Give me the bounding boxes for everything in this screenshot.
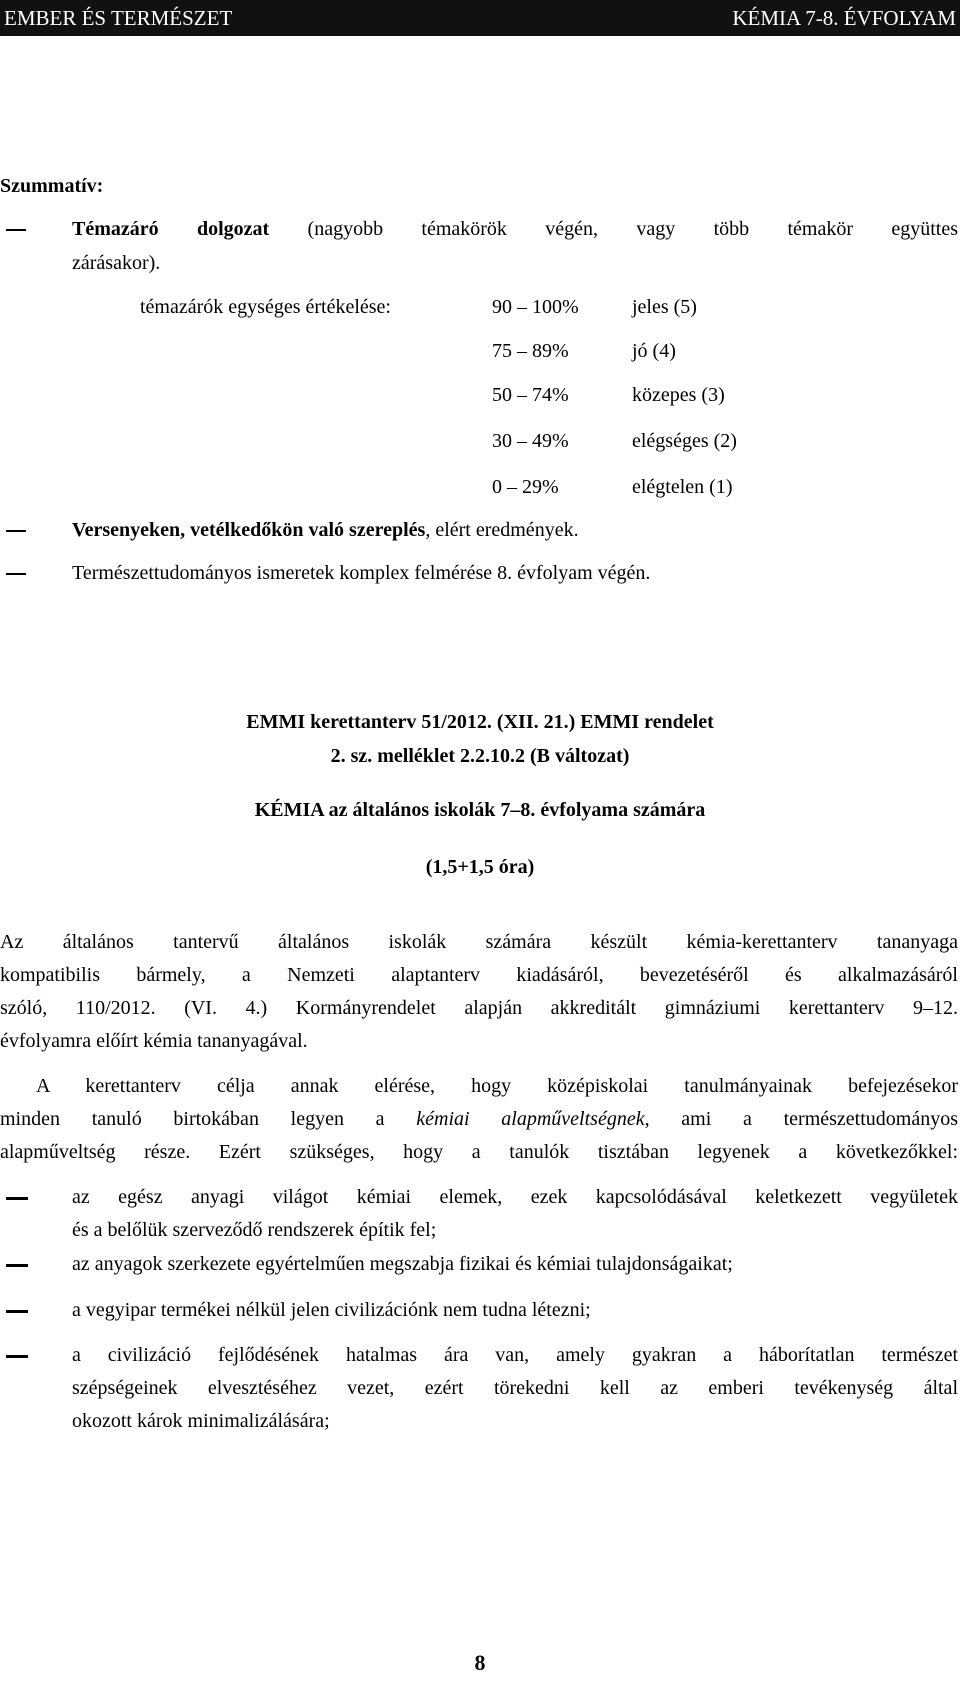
- page-header: [0, 0, 960, 36]
- grade-label: jó (4): [632, 340, 676, 362]
- paragraph-text: , ami a természettudományos: [644, 1108, 959, 1130]
- paragraph-line: kompatibilis bármely, a Nemzeti alaptanterv kiadásáról, bevezetéséről és alkalmazásáról: [0, 964, 958, 986]
- list-dash: [6, 573, 26, 575]
- grade-label: jeles (5): [632, 296, 697, 318]
- item1-text: (nagyobb témakörök végén, vagy több témakör együttes: [307, 218, 958, 240]
- framework-hours: (1,5+1,5 óra): [425, 856, 535, 878]
- paragraph-line: alapműveltség része. Ezért szükséges, hogy a tanulók tisztában legyenek a következőkkel:: [0, 1141, 958, 1163]
- bullet-line: a civilizáció fejlődésének hatalmas ára van, amely gyakran a háborítatlan természet: [72, 1344, 958, 1366]
- grade-label: elégtelen (1): [632, 476, 733, 498]
- paragraph-line: A kerettanterv célja annak elérése, hogy középiskolai tanulmányainak befejezésekor: [36, 1075, 958, 1097]
- list-dash: [6, 1197, 28, 1200]
- grade-range: 75 – 89%: [492, 340, 569, 362]
- summative-heading: Szummatív:: [0, 175, 104, 197]
- bullet-line: az anyagok szerkezete egyértelműen megszabja fizikai és kémiai tulajdonságaikat;: [72, 1253, 733, 1275]
- list-dash: [6, 530, 26, 532]
- grade-range: 30 – 49%: [492, 430, 569, 452]
- grade-label: közepes (3): [632, 384, 725, 406]
- summative-item-2: [72, 517, 579, 543]
- paragraph-line: Az általános tantervű általános iskolák számára készült kémia-kerettanterv tananyaga: [0, 931, 958, 953]
- grade-range: 50 – 74%: [492, 384, 569, 406]
- bullet-line: az egész anyagi világot kémiai elemek, ezek kapcsolódásával keletkezett vegyületek: [72, 1186, 958, 1208]
- list-dash: [6, 229, 26, 231]
- bullet-line: okozott károk minimalizálására;: [72, 1410, 330, 1432]
- paragraph-text: minden tanuló birtokában legyen a: [0, 1108, 385, 1130]
- bullet-line: szépségeinek elvesztéséhez vezet, ezért törekedni kell az emberi tevékenység által: [72, 1377, 958, 1399]
- page-number: 8: [474, 1650, 486, 1675]
- summative-item-1-line2: zárásakor).: [72, 252, 161, 274]
- item1-bold-text: Témazáró dolgozat: [72, 218, 270, 240]
- list-dash: [6, 1355, 28, 1358]
- framework-subject: KÉMIA az általános iskolák 7–8. évfolyama számára: [254, 799, 706, 821]
- list-dash: [6, 1310, 28, 1313]
- bullet-line: és a belőlük szerveződő rendszerek építik fel;: [72, 1219, 437, 1241]
- paragraph-line: [0, 1106, 958, 1132]
- grading-label: témazárók egységes értékelése:: [140, 296, 391, 318]
- header-left-title: EMBER ÉS TERMÉSZET: [4, 6, 233, 30]
- framework-title-line2: 2. sz. melléklet 2.2.10.2 (B változat): [330, 745, 630, 767]
- grade-range: 90 – 100%: [492, 296, 579, 318]
- item2-text: , elért eredmények.: [425, 519, 579, 541]
- paragraph-line: szóló, 110/2012. (VI. 4.) Kormányrendelet alapján akkreditált gimnáziumi kerettanterv 9–12.: [0, 997, 958, 1019]
- grade-label: elégséges (2): [632, 430, 737, 452]
- header-right-title: KÉMIA 7-8. ÉVFOLYAM: [732, 6, 956, 30]
- paragraph-line: évfolyamra előírt kémia tananyagával.: [0, 1030, 308, 1052]
- summative-item-1: [72, 216, 958, 242]
- summative-item-3: Természettudományos ismeretek komplex felmérése 8. évfolyam végén.: [72, 562, 651, 584]
- framework-title-line1: EMMI kerettanterv 51/2012. (XII. 21.) EMMI rendelet: [246, 711, 714, 733]
- item2-bold-text: Versenyeken, vetélkedőkön való szereplés: [72, 519, 426, 541]
- grade-range: 0 – 29%: [492, 476, 559, 498]
- bullet-line: a vegyipar termékei nélkül jelen civilizációnk nem tudna létezni;: [72, 1299, 591, 1321]
- list-dash: [6, 1264, 28, 1267]
- paragraph-italic-text: kémiai alapműveltségnek: [416, 1108, 645, 1130]
